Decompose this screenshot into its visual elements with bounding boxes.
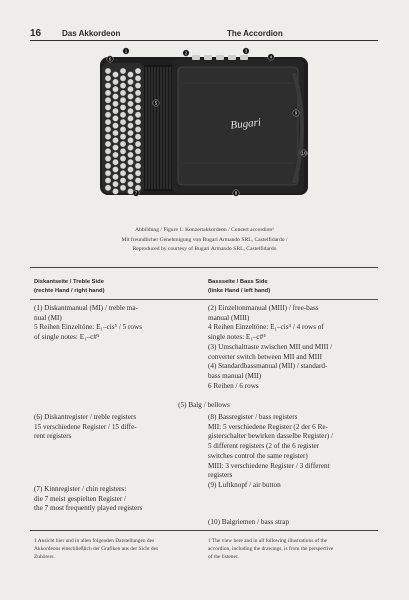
footnote-line: of the listener. [208,554,239,560]
entry-line: (7) Kinnregister / chin registers: [34,485,127,493]
footnote-line: Akkordeons einschließlich der Grafiken aus der Sicht des [34,546,159,552]
callout-number: 8 [234,190,238,196]
treble-button [135,141,141,147]
treble-button [120,163,126,169]
treble-item-6 [34,413,199,442]
treble-button [113,79,119,85]
treble-button [105,156,111,162]
treble-button [135,97,141,103]
running-head-title-de: Das Akkordeon [62,29,121,38]
entry-line: (2) Einzeltonmanual (MIII) / free-bass [208,304,319,312]
treble-button [113,130,119,136]
treble-button [135,75,141,81]
entry-line: MII: 5 verschiedene Register (2 der 6 Re- [208,422,328,431]
entry-line: (8) Bassregister / bass registers [208,413,298,421]
treble-button [135,68,141,74]
treble-button [113,145,119,151]
entry-line: (9) Luftknopf / air button [208,480,281,489]
treble-button [128,181,134,187]
entry-line: (1) Diskantmanual (MI) / treble ma- [34,304,138,312]
treble-button [128,145,134,151]
entry-line: the 7 most frequently played registers [34,504,143,513]
treble-button [120,170,126,176]
treble-button [113,123,119,129]
treble-side-header [34,278,199,296]
brand-script: Bugari [229,116,262,132]
treble-button [128,108,134,114]
treble-button [128,174,134,180]
treble-button [113,137,119,143]
treble-item-7 [34,485,199,514]
entry-line: of single notes: E₁–c#⁵ [34,333,100,342]
treble-button [105,90,111,96]
treble-button [135,105,141,111]
entry-line: die 7 meist gespielten Register / [34,494,127,503]
entry-line: (6) Diskantregister / treble registers [34,413,137,421]
callout-number: 9 [294,110,298,116]
treble-button [128,79,134,85]
entry-line: bass manual (MII) [208,371,262,380]
treble-button [120,185,126,191]
accordion-photo [96,43,312,213]
entry-line: 5 different registers (2 of the 6 register [208,442,320,451]
treble-button [113,181,119,187]
callout-number: 7 [134,190,138,196]
treble-button [135,170,141,176]
treble-button [120,134,126,140]
treble-button [135,134,141,140]
bellows-item: (5) Balg / bellows [178,401,230,409]
table-top-rule [30,267,378,268]
callout-number: 6 [108,56,112,62]
callout-number: 1 [124,48,128,54]
treble-button [128,86,134,92]
footnote-line: accordion, including the drawings, is from the perspective [208,546,334,552]
bass-items-8-9 [208,413,378,491]
treble-button [128,152,134,158]
entry-line: 6 Reihen / 6 rows [208,381,259,390]
treble-button [120,148,126,154]
running-head-rule [30,40,378,41]
treble-button [113,116,119,122]
entry-line: rent registers [34,432,72,441]
treble-button [135,119,141,125]
treble-button [105,163,111,169]
treble-button [113,101,119,107]
header-line: Diskantseite / Treble Side [34,279,104,285]
treble-button [128,94,134,100]
bass-item-10 [208,518,378,528]
accordion-illustration [96,43,312,213]
bass-side-header [208,278,378,296]
treble-button [128,123,134,129]
treble-button [135,156,141,162]
entry-line: nual (MI) [34,313,62,322]
treble-button [120,119,126,125]
treble-button [105,97,111,103]
treble-button [105,185,111,191]
caption-line: Reproduced by courtesy of Bugari Armando SRL, Castelfidardo [132,246,277,252]
treble-button [105,170,111,176]
caption-line: Mit freundlicher Genehmigung von Bugari Armando SRL, Castelfidardo / [121,236,288,243]
treble-button [105,148,111,154]
treble-button [120,90,126,96]
treble-button [120,112,126,118]
bass-items-2-4 [208,304,378,391]
treble-button [105,68,111,74]
treble-button [105,141,111,147]
treble-button [105,83,111,89]
treble-button [135,178,141,184]
entry-line: 5 Reihen Einzeltöne: E₁–cis⁵ / 5 rows [34,323,143,332]
treble-button [120,68,126,74]
treble-button [135,127,141,133]
entry-line: (3) Umschalttaste zwischen MII und MIII / [208,342,333,351]
entry-line: manual (MIII) [208,313,250,322]
callout-number: 3 [244,48,248,54]
treble-button [135,163,141,169]
header-line: Bassseite / Bass Side [208,279,268,285]
treble-item-1 [34,304,199,343]
treble-button [128,159,134,165]
treble-button [113,189,119,195]
entry-line: registers [208,471,233,480]
treble-button [105,105,111,111]
header-line: (linke Hand / left hand) [208,288,271,294]
entry-line: (4) Standardbassmanual (MII) / standard- [208,362,328,371]
treble-button [113,108,119,114]
treble-button [105,112,111,118]
entry-line: switches control the same register) [208,451,308,460]
callout-number: 2 [184,50,188,56]
entry-line: 4 Reihen Einzeltöne: E₁–cis⁴ / 4 rows of [208,323,324,332]
callout-number: 5 [154,100,158,106]
treble-button [120,97,126,103]
treble-button [113,159,119,165]
treble-button [120,156,126,162]
running-head [30,28,378,40]
treble-button [135,90,141,96]
page-number: 16 [30,28,42,39]
treble-button [135,83,141,89]
treble-button [105,75,111,81]
entry-line: gisterschalter bewirken dasselbe Register) / [208,432,333,441]
figure-caption [40,226,369,255]
treble-button [120,178,126,184]
treble-button [113,167,119,173]
treble-button [128,72,134,78]
treble-button [120,83,126,89]
treble-button [105,119,111,125]
footnote-en [208,537,376,561]
treble-button [105,134,111,140]
entry-line: converter switch between MII and MIII [208,352,322,361]
treble-button [128,101,134,107]
treble-button [113,86,119,92]
callout-number: 4 [269,54,273,60]
running-head-title-en: The Accordion [227,29,283,38]
treble-button [128,137,134,143]
entry-line: MIII: 3 verschiedene Register / 3 different [208,461,330,470]
treble-button [120,75,126,81]
treble-button [120,127,126,133]
treble-button [128,189,134,195]
footnote-line: Zuhörers. [34,554,55,560]
header-line: (rechte Hand / right hand) [34,288,105,294]
treble-button [120,141,126,147]
treble-button [113,94,119,100]
treble-button [120,105,126,111]
treble-button [128,130,134,136]
treble-button [105,178,111,184]
footnote-de [34,537,196,561]
footnote-rule [30,530,378,531]
treble-button [113,152,119,158]
treble-button [135,112,141,118]
caption-line: Abbildung / Figure 1: Konzertakkordeon / Concert accordion¹ [135,227,274,233]
treble-button [113,174,119,180]
header-rule [30,299,378,300]
entry-line: (10) Balgriemen / bass strap [208,518,290,526]
entry-line: 15 verschiedene Register / 15 diffe- [34,422,137,431]
entry-line: single notes: E₁–c#⁴ [208,333,266,342]
callout-number: 10 [301,150,307,156]
treble-button [128,167,134,173]
footnote-line: 1 The view here and in all following illustrations of the [208,538,328,544]
treble-button [105,127,111,133]
treble-button [128,116,134,122]
treble-button [113,72,119,78]
treble-button [135,148,141,154]
footnote-line: 1 Ansicht hier und in allen folgenden Darstellungen des [34,538,155,544]
